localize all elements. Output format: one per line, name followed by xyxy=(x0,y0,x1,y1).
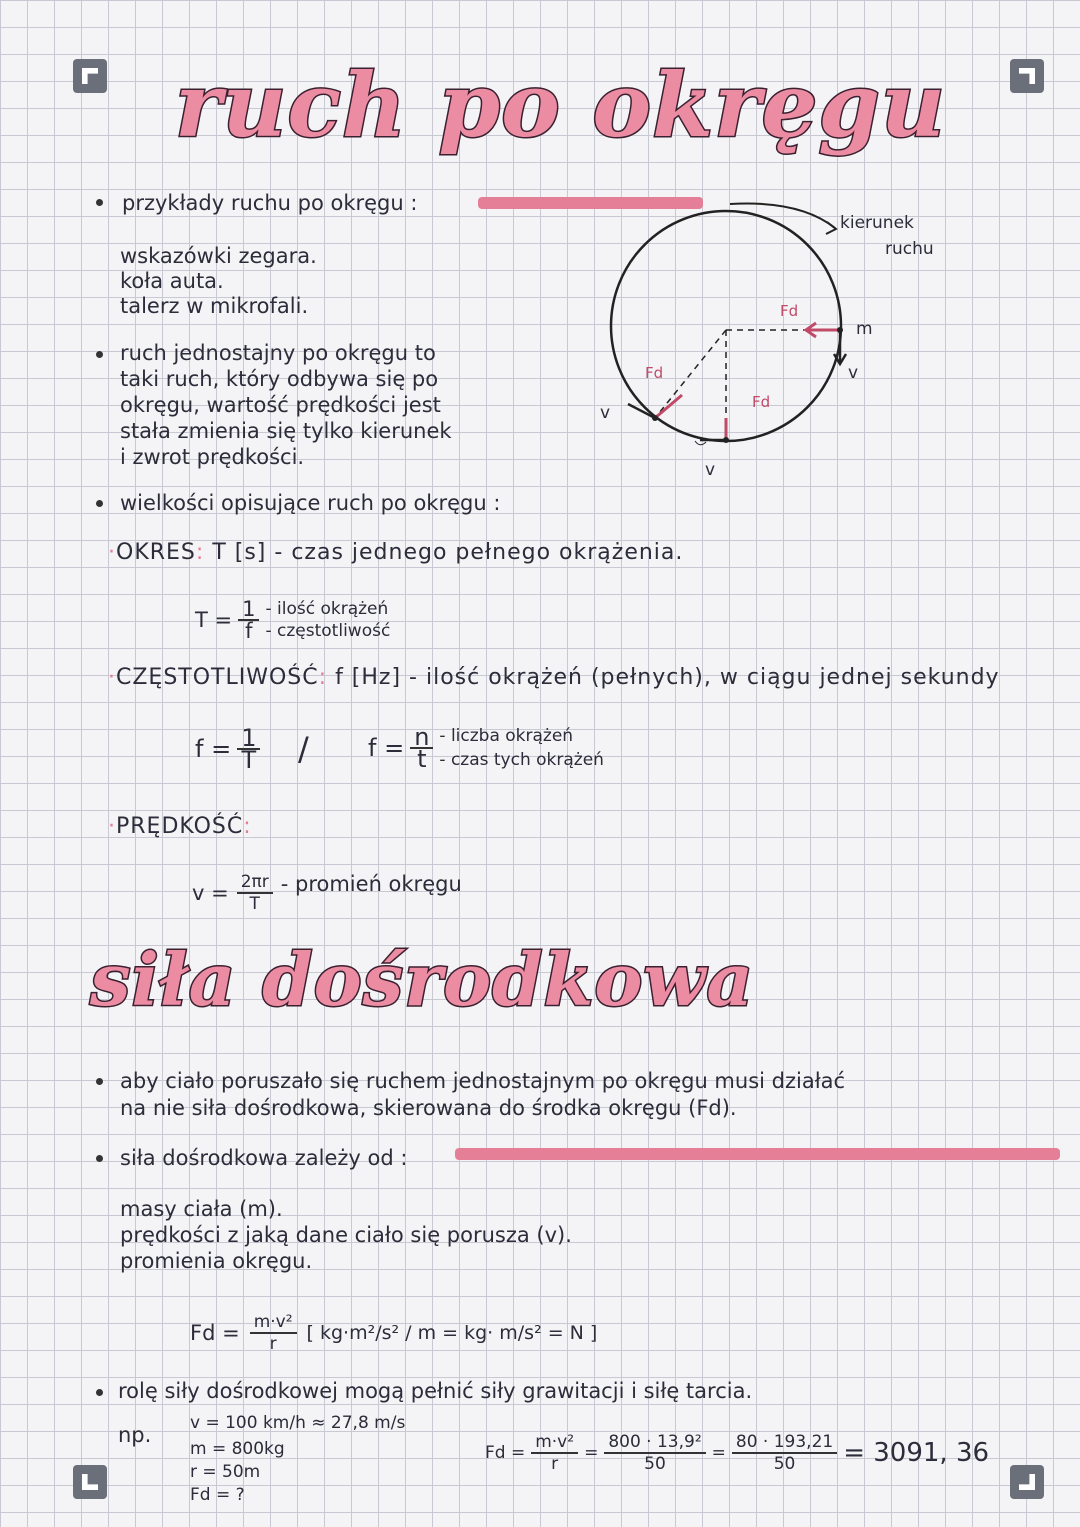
period-label: OKRES xyxy=(116,540,196,565)
formula-fraction: $\frac{1}{f}$ xyxy=(238,599,259,641)
example-result: = 3091, 36 xyxy=(843,1438,990,1468)
mass-label: m xyxy=(856,319,873,339)
velocity-label: v xyxy=(848,363,859,383)
corner-marker-top-right xyxy=(1010,59,1044,93)
formula-separator: / xyxy=(298,730,309,768)
formula-note: - promień okręgu xyxy=(280,872,462,896)
formula-note: - czas tych okrążeń xyxy=(439,750,604,770)
formula-lhs: T = xyxy=(195,608,233,632)
definition-line: okręgu, wartość prędkości jest xyxy=(120,393,441,417)
example-item: talerz w mikrofali. xyxy=(120,294,309,318)
bullet xyxy=(96,1078,103,1085)
depends-item: promienia okręgu. xyxy=(120,1249,313,1273)
page-title: ruch po okręgu xyxy=(175,53,946,157)
bullet xyxy=(96,500,103,507)
direction-label: kierunek xyxy=(840,213,914,233)
formula-note: - częstotliwość xyxy=(265,621,391,641)
unit-derivation: [ kg·m²/s² / m = kg· m/s² = N ] xyxy=(306,1322,598,1344)
example-item: koła auta. xyxy=(120,269,224,293)
period-definition: ·OKRES: T [s] - czas jednego pełnego okrążenia. xyxy=(108,540,684,565)
frequency-label: CZĘSTOTLIWOŚĆ xyxy=(116,665,319,690)
corner-marker-top-left xyxy=(73,59,107,93)
statement-line: aby ciało poruszało się ruchem jednostajnym po okręgu musi działać xyxy=(120,1069,846,1093)
frequency-formula-2: f = $\frac{n}{t}$ - liczba okrążeń - czas tych okrążeń xyxy=(368,723,604,773)
depends-item: masy ciała (m). xyxy=(120,1197,283,1221)
velocity-label: v xyxy=(705,460,716,480)
corner-marker-bottom-right xyxy=(1010,1465,1044,1499)
force-label: Fd xyxy=(752,393,771,411)
definition-line: ruch jednostajny po okręgu to xyxy=(120,341,436,365)
frequency-description: f [Hz] - ilość okrążeń (pełnych), w ciągu jednej sekundy xyxy=(335,665,1000,690)
examples-intro: przykłady ruchu po okręgu : xyxy=(122,191,418,215)
statement-line: na nie siła dośrodkowa, skierowana do środka okręgu (Fd). xyxy=(120,1096,737,1120)
frequency-formula-1: f = $\frac{1}{T}$ xyxy=(195,728,260,770)
depends-intro: siła dośrodkowa zależy od : xyxy=(120,1146,408,1170)
section-title: siła dośrodkowa xyxy=(90,937,755,1022)
example-given: v = 100 km/h ≈ 27,8 m/s xyxy=(190,1413,406,1433)
velocity-label: v xyxy=(600,403,611,423)
direction-arrow xyxy=(730,204,835,229)
force-label: Fd xyxy=(645,364,664,382)
roles-statement: rolę siły dośrodkowej mogą pełnić siły grawitacji i siłę tarcia. xyxy=(118,1379,753,1403)
bullet xyxy=(96,1389,103,1396)
orbit-circle xyxy=(611,211,841,441)
corner-marker-bottom-left xyxy=(73,1465,107,1499)
bullet xyxy=(96,1155,103,1162)
speed-label: PRĘDKOŚĆ xyxy=(116,814,244,839)
definition-line: i zwrot prędkości. xyxy=(120,445,305,469)
circular-motion-diagram xyxy=(590,190,990,480)
frequency-definition: ·CZĘSTOTLIWOŚĆ: f [Hz] - ilość okrążeń (pełnych), w ciągu jednej sekundy xyxy=(108,665,1000,690)
force-label: Fd xyxy=(780,302,799,320)
bullet xyxy=(96,199,103,206)
speed-heading: ·PRĘDKOŚĆ: xyxy=(108,814,252,839)
example-item: wskazówki zegara. xyxy=(120,244,317,268)
formula-note: - ilość okrążeń xyxy=(265,599,389,619)
speed-formula: v = $\frac{2\pi r}{T}$ - promień okręgu xyxy=(192,872,462,914)
direction-label: ruchu xyxy=(885,239,934,259)
bullet xyxy=(96,351,103,358)
formula-note: - liczba okrążeń xyxy=(439,726,574,746)
example-given: r = 50m xyxy=(190,1462,261,1482)
period-description: T [s] - czas jednego pełnego okrążenia. xyxy=(212,540,684,565)
definition-line: taki ruch, który odbywa się po xyxy=(120,367,439,391)
example-label: np. xyxy=(118,1423,152,1447)
highlight-bar xyxy=(455,1148,1060,1160)
definition-line: stała zmienia się tylko kierunek xyxy=(120,419,452,443)
centripetal-force-formula: Fd = $\frac{\text{m·v²}}{r}$ [ kg·m²/s² / m = kg· m/s² = N ] xyxy=(190,1312,598,1354)
example-given: Fd = ? xyxy=(190,1485,245,1505)
example-calculation: Fd = $\frac{\text{m·v²}}{r}$ = $\frac{\text{800 · 13,9²}}{50}$ = $\frac{80 \cdot 193,21}{50}$ = 3091, 36 xyxy=(485,1432,990,1474)
example-given: m = 800kg xyxy=(190,1439,285,1459)
period-formula xyxy=(195,598,390,642)
depends-item: prędkości z jaką dane ciało się porusza (v). xyxy=(120,1223,572,1247)
quantities-intro: wielkości opisujące ruch po okręgu : xyxy=(120,491,501,515)
